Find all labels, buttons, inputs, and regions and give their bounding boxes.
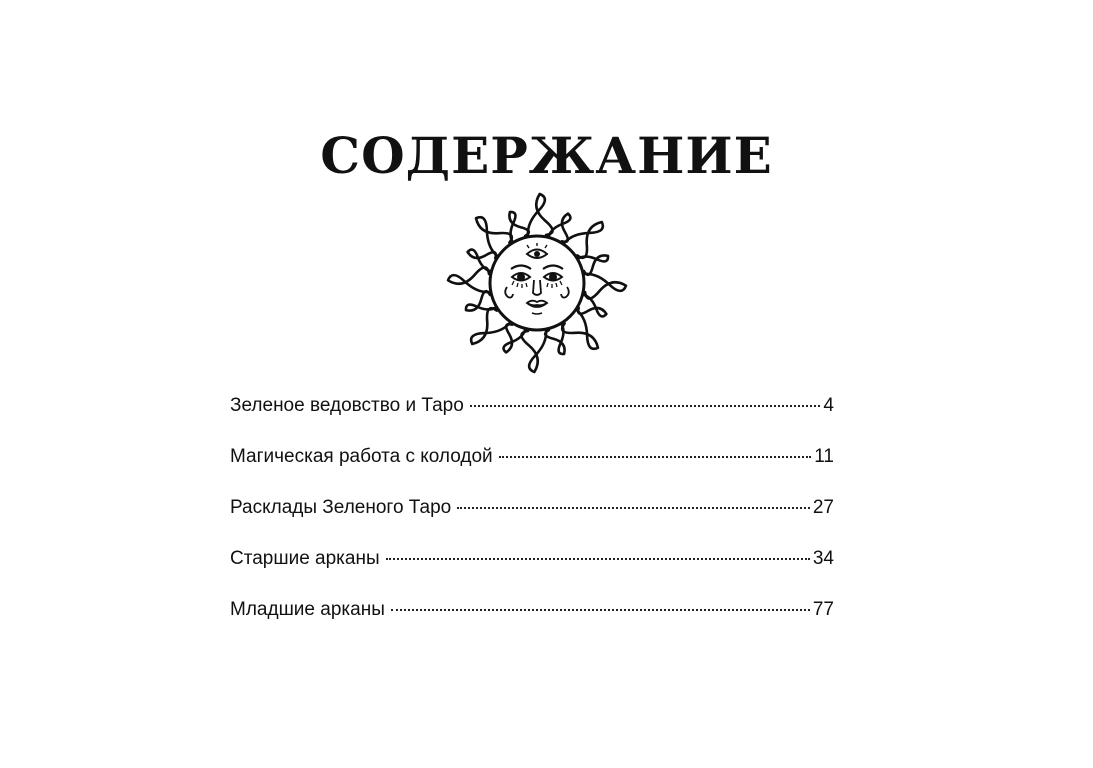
toc-entry-title: Старшие арканы (230, 548, 380, 569)
dot-leader (391, 609, 810, 611)
toc-entry[interactable] (230, 599, 834, 650)
sun-ray (528, 194, 553, 235)
sun-ray (521, 331, 546, 372)
toc-entry-page-number: 77 (812, 599, 834, 620)
toc-entry-page-number: 27 (812, 497, 834, 518)
toc-entry[interactable] (230, 395, 834, 446)
toc-entry-page-number: 11 (814, 446, 834, 467)
dot-leader (457, 507, 810, 509)
sun-ray (448, 267, 489, 292)
toc-entry[interactable] (230, 497, 834, 548)
toc-entry[interactable] (230, 446, 834, 497)
dot-leader (499, 456, 812, 458)
toc-entry-title: Младшие арканы (230, 599, 385, 620)
toc-entry[interactable] (230, 548, 834, 599)
sun-ray (585, 274, 626, 299)
toc-entry-title: Зеленое ведовство и Таро (230, 395, 464, 416)
table-of-contents (230, 395, 834, 650)
dot-leader (470, 405, 821, 407)
dot-leader (386, 558, 810, 560)
toc-entry-title: Расклады Зеленого Таро (230, 497, 452, 518)
toc-entry-page-number: 4 (823, 395, 834, 416)
toc-entry-page-number: 34 (812, 548, 834, 569)
toc-entry-title: Магическая работа с колодой (230, 446, 493, 467)
page-title: СОДЕРЖАНИЕ (320, 126, 773, 185)
sun-face-icon (446, 192, 628, 374)
